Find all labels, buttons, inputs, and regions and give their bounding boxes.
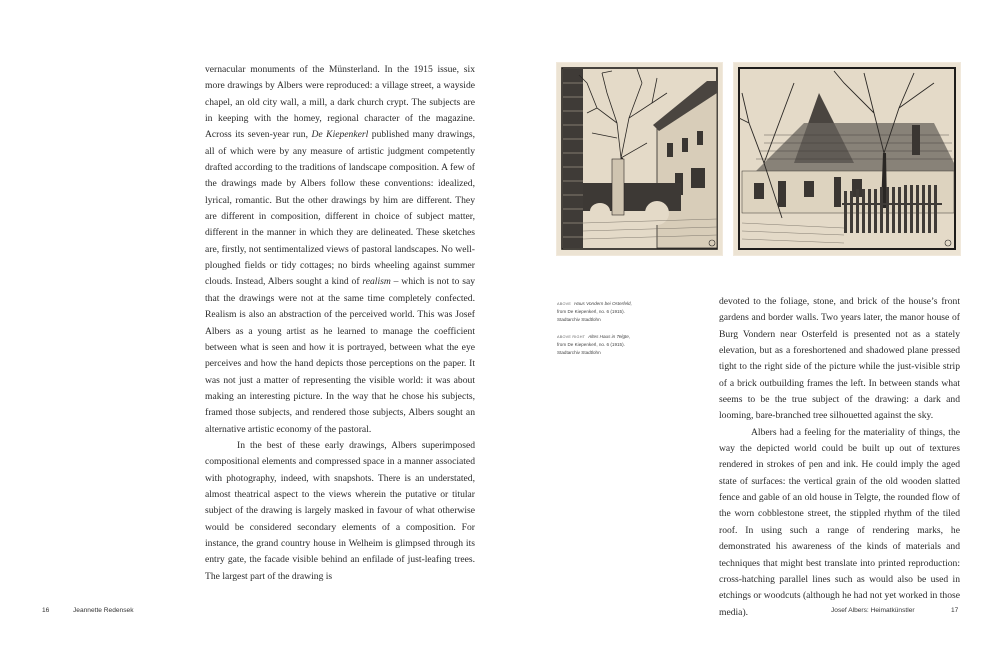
caption-position-label: ABOVE <box>557 302 572 306</box>
caption-position-label: ABOVE RIGHT <box>557 335 586 339</box>
figure-altes-haus-telgte <box>734 63 960 255</box>
body-text-run: Albers had a feeling for the materiality of things, the way the depicted world could be built up out of textures rendered in strokes of pen and ink. He could imply the aged state of surfaces: the vertical grain of the old wooden slatted fence and gable of an old house in Telgte, the rounded flow of the worn cobblestone street, the stippled rhythm of the tiled roof. In using such a range of rendering marks, he demonstrated his awareness of the kinds of materials and techniques that might best translate into printed reproduction: cross-hatching parallel lines such as would also be used in etchings or woodcuts (although he had not yet worked in those media). <box>719 426 960 618</box>
body-text-run: vernacular monuments of the Münsterland. In the 1915 issue, six more drawings by Albers were reproduced: a village street, a wayside chapel, an old city wall, a mill, a dark church crypt. The subjects are in keeping with the homey, regional character of the magazine. Across its seven-year run, <box>205 64 475 141</box>
body-text-run: In the best of these early drawings, Albers superimposed compositional elements and compressed space in a manner associated with photography, indeed, with snapshots. There is an understated, almost theatrical aspect to the views wherein the putative or titular subject of the drawing is largely masked in favour of what otherwise would be considered secondary elements of a composition. For instance, the grand country house in Welheim is glimpsed through its entry gate, the facade visible behind an enfilade of just-leafing trees. The largest part of the drawing is <box>205 439 475 582</box>
body-text-run: published many drawings, all of which were by any measure of artistic judgment competently drafted according to the traditions of landscape composition. A few of the drawings made by Albers follow these conventions: idealized, lyrical, romantic. But the other drawings by him are different. They are different in composition, different in choice of subject matter, different in the manner in which they are delineated. These sketches are, firstly, not sentimentalized views of pastoral landscapes. No well-ploughed fields or tidy cottages; no birds wheeling against summer clouds. Instead, Albers sought a kind of <box>205 129 475 288</box>
caption-source: from De Kiepenkerl, no. 6 (1915). <box>557 309 625 315</box>
paragraph <box>719 425 960 621</box>
caption-credit: Stadtarchiv Stadtlohn <box>557 316 601 322</box>
italic-title-text: realism <box>362 276 391 288</box>
paragraph <box>205 438 475 585</box>
caption-credit: Stadtarchiv Stadtlohn <box>557 349 601 355</box>
caption-altes-haus-telgte <box>557 333 667 356</box>
paragraph <box>719 294 960 425</box>
right-page <box>500 0 1000 650</box>
caption-haus-vondern <box>557 300 667 323</box>
running-head-author: Jeannette Redensek <box>73 607 134 614</box>
caption-title: Altes Haus in Telgte, <box>588 334 631 339</box>
drawing-altes-haus-telgte <box>734 63 960 255</box>
italic-title-text: De Kiepenkerl <box>311 129 369 141</box>
caption-title: Haus Vondern bei Osterfeld, <box>574 301 632 306</box>
figure-haus-vondern <box>557 63 722 255</box>
body-text-left <box>205 62 475 585</box>
page-number-left: 16 <box>42 607 50 614</box>
running-head-title: Josef Albers: Heimatkünstler <box>831 607 915 614</box>
caption-source: from De Kiepenkerl, no. 6 (1915). <box>557 342 625 348</box>
body-text-run: devoted to the foliage, stone, and brick of the house’s front gardens and border walls. Two years later, the manor house of Burg Vondern near Osterfeld is presented not as a stately elevation, but as a foreshortened and shadowed plane pressed tight to the right side of the picture while the just-visible strip of a brick outbuilding frames the left. In between stands what seems to be the true subject of the drawing: a dark and looming, bare-branched tree silhouetted against the sky. <box>719 296 960 422</box>
paragraph <box>205 62 475 438</box>
drawing-haus-vondern <box>557 63 722 255</box>
page-number-right: 17 <box>951 607 959 614</box>
body-text-right <box>719 294 960 621</box>
body-text-run: – which is not to say that the drawings were not at the same time completely confected. Realism is also an abstraction of the perceived world. This was Josef Albers as a young artist as he learned to manage the coefficient between what is seen and how it is portrayed, between what the eye perceives and how the hand depicts those perceptions on the paper. It was not just a matter of representing the visible world: it was about making an interesting picture. In the way that he chose his subjects, framed those subjects, and rendered those subjects, Albers sought an alternative artistic economy of the pastoral. <box>205 276 476 435</box>
